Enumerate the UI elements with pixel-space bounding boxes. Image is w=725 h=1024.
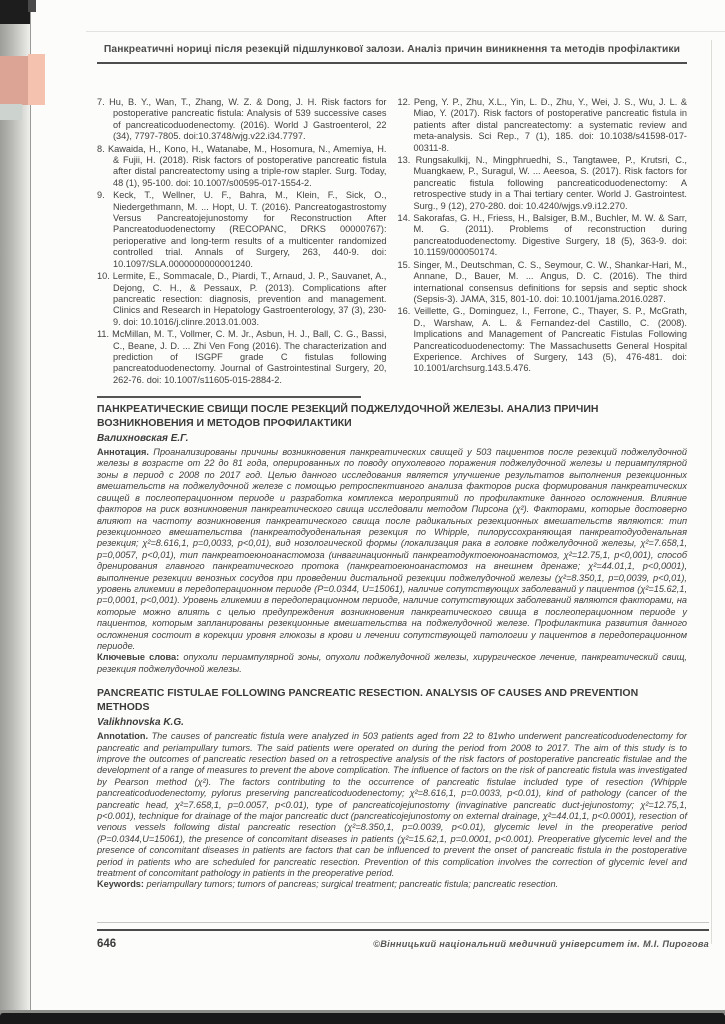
book-spine-shadow	[0, 0, 31, 1024]
footer-light-rule	[97, 922, 709, 923]
running-head: Панкреатичні нориці після резекцій підшлункової залози. Аналіз причин виникнення та методів профілактики	[103, 44, 681, 55]
section-divider-rule	[97, 396, 361, 398]
reference-item: 7. Hu, B. Y., Wan, T., Zhang, W. Z. & Dong, J. H. Risk factors for postoperative pancreatic fistula: Analysis of 539 successive cases of pancreaticoduodenectomy. (2016). World J Gastroenterol, 22 (34), 7797-7805. doi:10.3748/wjg.v22.i34.7797.	[97, 97, 387, 142]
english-keywords-paragraph	[97, 879, 687, 890]
russian-keywords-text: опухоли периампулярной зоны, опухоли поджелудочной железы, хирургическое лечение, панкреатический свищ, резекция поджелудочной железы.	[97, 652, 687, 674]
pink-bookmark-tab	[28, 54, 45, 105]
references-list	[97, 97, 687, 387]
russian-keywords-paragraph	[97, 652, 687, 675]
english-keywords-text: periampullary tumors; tumors of pancreas; surgical treatment; pancreatic fistula; pancreatic resection.	[146, 879, 559, 890]
reference-item: 13. Rungsakulkij, N., Mingphruedhi, S., Tangtawee, P., Krutsri, C., Muangkaew, P., Suragul, W. ... Aeesoa, S. (2017). Risk factors for pancreatic fistula following pancreaticoduodenectomy: A retrospective study in a Thai tertiary center. World J. Gastrointest. Surg., 9 (12), 270-280. doi: 10.4240/wjgs.v9.i12.270.	[397, 155, 687, 211]
reference-item: 8. Kawaida, H., Kono, H., Watanabe, M., Hosomura, N., Amemiya, H. & Fujii, H. (2018). Risk factors of postoperative pancreatic fistula after distal pancreatectomy using a triple-row stapler. Surg. Today, 48 (1), 95-100. doi: 10.1007/s00595-017-1554-2.	[97, 143, 387, 188]
english-annotation-paragraph	[97, 731, 687, 879]
pink-bookmark-tab-shaded	[0, 56, 28, 105]
gray-bookmark-mark	[0, 104, 22, 120]
scan-bottom-edge	[0, 1013, 725, 1024]
reference-item: 11. McMillan, M. T., Vollmer, C. M. Jr., Asbun, H. J., Ball, C. G., Bassi, C., Beane, J. D. ... Zhi Ven Fong (2016). The characterization and prediction of ISGPF grade C fistulas following pancreatoduodenectomy. Journal of Gastrointestinal Surgery, 20, 262-76. doi: 10.1007/s11605-015-2884-2.	[97, 329, 387, 385]
scan-corner-artifact-secondary	[28, 0, 36, 12]
page-content	[97, 44, 687, 891]
footer-row	[97, 931, 709, 950]
page-edge-line	[86, 31, 725, 32]
page-footer	[97, 922, 709, 950]
russian-annotation-label: Аннотация.	[97, 447, 149, 458]
page-number: 646	[97, 938, 117, 950]
reference-item: 9. Keck, T., Wellner, U. F., Bahra, M., Klein, F., Sick, O., Niedergethmann, M. ... Hopt, U. T. (2016). Pancreatogastrostomy Versus Pancreatojejunostomy for Reconstruction After Pancreatoduodenectomy (RECOPANC, DRKS 00000767): perioperative and long-term results of a multicenter randomized controlled trial. Annals of Surgery, 263, 440-9. doi: 10.1097/SLA.0000000000001240.	[97, 190, 387, 269]
english-section-title: PANCREATIC FISTULAE FOLLOWING PANCREATIC RESECTION. ANALYSIS OF CAUSES AND PREVENTION METHODS	[97, 687, 639, 714]
russian-annotation-text: Проанализированы причины возникновения панкреатических свищей у 503 пациентов после резекций поджелудочной железы в возрасте от 22 до 81 года, оперированных по поводу опухолевого поражения поджелудочной железы и периампулярной зоны в период с 2008 по 2017 год. Целью данного исследования является улучшение результатов выполнения резекционных вмешательств на поджелудочной железе с помощью ретроспективного анализа факторов риска формирования панкреатических свищей в послеоперационном периоде и разработка комплекса мероприятий по профилактике данного осложнения. Влияние факторов на риск возникновения панкреатического свища исследовали методом Пирсона (χ²). Факторами, которые достоверно влияют на частоту возникновения панкреатического свища после радикальных резекционных вмешательств являются: тип резекционного вмешательства (панкреатодуоденальная резекция по Whipple, пилоруссохраняющая панкреатодуоденальная резекция; χ²=8.616,1, p=0,0033, p<0,01), вид нозологической формы (локализация рака в головке поджелудочной железы, χ²=7.658,1, p=0,0057, p<0,01), тип панкреатоеюноанастомоза (инвагинационный панкреатодуктоеюноанастомоз, χ²=12.75,1, p<0,001), способ дренирования главного панкреатического протока (панкреатоеюноанастомоз на внешнем дренаже; χ²=44.01,1, p<0,0001), выполнение резекции венозных сосудов при проведении дистальной резекции поджелудочной железы (χ²=8.350,1, p=0,0039, p<0,01), уровень гликемии в передоперационном периоде (P=0.0344, U=15061), наличие сопутствующих заболеваний у пациентов (χ²=15.62,1, p=0,0001, p<0,001). Уровень гликемии в передоперационном периоде, наличие сопутствующих заболеваний являются факторами, на которые можно влиять с целью предупреждения возникновения панкреатического свища в послеоперационном периоде у пациентов, которым запланированы резекционные вмешательства на поджелудочной железе. Профилактика развития данного осложнения состоит в корекции уровня глюкозы в крови и лечении сопутствующей патологии у пациентов в передоперационном периоде.	[97, 447, 687, 651]
reference-item: 10. Lermite, E., Sommacale, D., Piardi, T., Arnaud, J. P., Sauvanet, A., Dejong, C. H., & Pessaux, P. (2013). Complications after pancreatic resection: diagnosis, prevention and management. Clinics and Research in Hepatology Gastroenterology, 37 (3), 230-9. doi: 10.1016/j.clinre.2013.01.003.	[97, 271, 387, 327]
references-column-right	[398, 97, 688, 387]
copyright-text: ©Вінницький національний медичний університет ім. М.І. Пирогова	[373, 939, 709, 949]
russian-annotation-paragraph	[97, 447, 687, 652]
russian-keywords-label: Ключевые слова:	[97, 652, 180, 663]
reference-item: 16. Veillette, G., Dominguez, I., Ferrone, C., Thayer, S. P., McGrath, D., Warshaw, A. L. & Fernandez-del Castillo, C. (2008). Implications and Management of Pancreatic Fistulas Following Pancreaticoduodenectomy: The Massachusetts General Hospital Experience. Archives of Surgery, 143 (5), 476-481. doi: 10.1001/archsurg.143.5.476.	[397, 306, 687, 374]
header-rule	[97, 62, 687, 64]
english-annotation-label: Annotation.	[97, 731, 149, 742]
russian-section-title: ПАНКРЕАТИЧЕСКИЕ СВИЩИ ПОСЛЕ РЕЗЕКЦИЙ ПОДЖЕЛУДОЧНОЙ ЖЕЛЕЗЫ. АНАЛИЗ ПРИЧИН ВОЗНИКНОВЕНИЯ И МЕТОДОВ ПРОФИЛАКТИКИ	[97, 403, 599, 430]
references-column-left	[97, 97, 387, 387]
english-author-name: Valikhnovska K.G.	[97, 717, 184, 729]
scan-corner-artifact	[0, 0, 30, 24]
page-fold-line	[711, 40, 712, 944]
english-abstract-section	[97, 687, 687, 891]
english-keywords-label: Keywords:	[97, 879, 144, 890]
reference-item: 14. Sakorafas, G. H., Friess, H., Balsiger, B.M., Buchler, M. W. & Sarr, M. G. (2011). Problems of reconstruction during pancreatoduodenectomy. Digestive Surgery, 18 (5), 363-9. doi: 10.1159/000050174.	[397, 213, 687, 258]
reference-item: 15. Singer, M., Deutschman, C. S., Seymour, C. W., Shankar-Hari, M., Annane, D., Bauer, M. ... Angus, D. C. (2016). The third international consensus definitions for sepsis and septic shock (Sepsis-3). JAMA, 315, 801-10. doi: 10.1001/jama.2016.0287.	[397, 259, 687, 304]
russian-author-name: Валихновская Е.Г.	[97, 433, 189, 445]
reference-item: 12. Peng, Y. P., Zhu, X.L., Yin, L. D., Zhu, Y., Wei, J. S., Wu, J. L. & Miao, Y. (2017). Risk factors of postoperative pancreatic fistula in patients after distal pancreatectomy: a systematic review and meta-analysis. Sci Rep., 7 (1), 185. doi: 10.1038/s41598-017-00311-8.	[397, 97, 687, 153]
russian-abstract-section	[97, 403, 687, 675]
english-annotation-text: The causes of pancreatic fistula were analyzed in 503 patients aged from 22 to 81who underwent pancreaticoduodenectomy for pancreatic and periampullary tumors. The said patients were operated on during the period from 2008 to 2017. The aim of this study is to improve the outcomes of pancreatic resection based on a retrospective analysis of the risk factors of postoperative pancreatic fistulae and the development of a range of measures to prevent the above complication. The influence of factors on the risk of pancreatic fistula was investigated by Pearson method (χ²). The factors contributing to the occurrence of pancreatic fistulae included type of resection (Whipple pancreaticoduodenectomy, pylorus preserving pancreaticoduodenectomy; χ²=8.616,1, p=0.0033, p<0.01), kind of pathology (cancer of the pancreatic head, χ²=7.658,1, p=0.0057, p<0.01), type of pancreaticojejunostomy (invaginative pancreatic duct-jejunostomy; χ²=12.75,1, p<0.001), technique for drainage of the major pancreatic duct (pancreaticojejunostomy on external drainage, χ²=44.01,1, p<0.0001), resection of venous vessels following distal pancreatic resection (χ²=8.350,1, p=0.0039, p<0.01), glycemic level in the preoperative period (P=0.0344,U=15061), the presence of concomitant diseases in patients (χ²=15.62,1, p=0.0001, p<0.001). Preoperative glycemic level and the presence of concomitant diseases in patients are factors that can be influenced to prevent the onset of pancreatic fistula in the postoperative period in patients who are scheduled for pancreatic resection. Prevention of this complication involves the correction of glycemic level and treatment of concomitant pathology in patients in the preoperative period.	[97, 731, 687, 878]
